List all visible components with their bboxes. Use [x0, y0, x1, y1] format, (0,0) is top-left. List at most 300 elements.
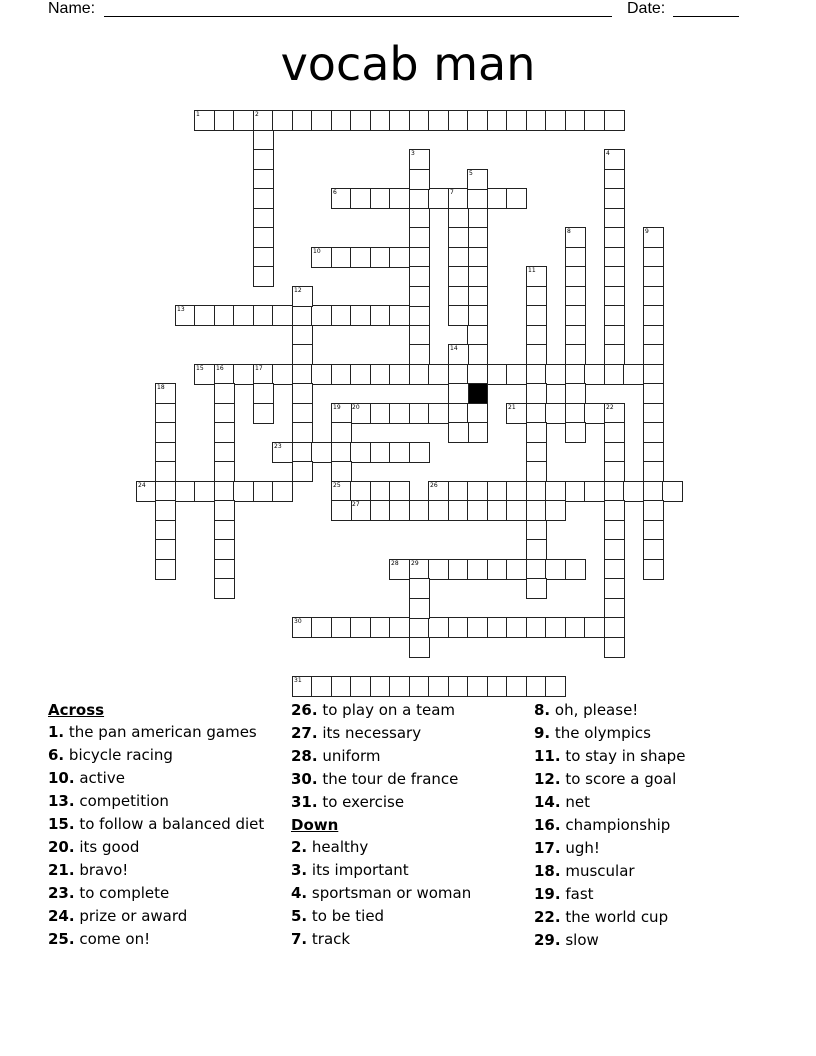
grid-cell[interactable]	[350, 110, 371, 131]
grid-cell[interactable]	[467, 559, 488, 580]
grid-cell[interactable]	[448, 364, 469, 385]
grid-cell[interactable]	[467, 403, 488, 424]
grid-cell[interactable]	[526, 325, 547, 346]
grid-cell[interactable]	[467, 208, 488, 229]
grid-cell[interactable]	[643, 364, 664, 385]
grid-cell[interactable]	[643, 344, 664, 365]
grid-cell[interactable]	[155, 559, 176, 580]
grid-cell[interactable]	[311, 305, 332, 326]
grid-cell[interactable]	[467, 422, 488, 443]
grid-cell[interactable]	[487, 364, 508, 385]
grid-cell[interactable]	[370, 305, 391, 326]
grid-cell[interactable]	[155, 461, 176, 482]
grid-cell[interactable]	[389, 500, 410, 521]
grid-cell[interactable]	[409, 110, 430, 131]
grid-cell[interactable]	[604, 149, 625, 170]
grid-cell[interactable]	[331, 461, 352, 482]
grid-cell[interactable]	[643, 539, 664, 560]
grid-cell[interactable]	[643, 305, 664, 326]
grid-cell[interactable]	[565, 559, 586, 580]
grid-cell[interactable]	[409, 266, 430, 287]
grid-cell[interactable]	[155, 539, 176, 560]
grid-cell[interactable]	[331, 247, 352, 268]
grid-cell[interactable]	[350, 617, 371, 638]
grid-cell[interactable]	[428, 110, 449, 131]
grid-cell[interactable]	[526, 442, 547, 463]
grid-cell[interactable]	[292, 676, 313, 697]
grid-cell[interactable]	[331, 481, 352, 502]
grid-cell[interactable]	[409, 500, 430, 521]
grid-cell[interactable]	[604, 305, 625, 326]
grid-cell[interactable]	[487, 559, 508, 580]
grid-cell[interactable]	[214, 403, 235, 424]
grid-cell[interactable]	[506, 481, 527, 502]
grid-cell[interactable]	[565, 403, 586, 424]
grid-cell[interactable]	[526, 266, 547, 287]
grid-cell[interactable]	[331, 676, 352, 697]
grid-cell[interactable]	[448, 500, 469, 521]
grid-cell[interactable]	[643, 325, 664, 346]
grid-cell[interactable]	[545, 481, 566, 502]
grid-cell[interactable]	[526, 578, 547, 599]
grid-cell[interactable]	[253, 403, 274, 424]
grid-cell[interactable]	[604, 286, 625, 307]
grid-cell[interactable]	[350, 481, 371, 502]
grid-cell[interactable]	[194, 364, 215, 385]
grid-cell[interactable]	[370, 481, 391, 502]
grid-cell[interactable]	[214, 559, 235, 580]
grid-cell[interactable]	[604, 364, 625, 385]
grid-cell[interactable]	[604, 461, 625, 482]
grid-cell[interactable]	[604, 266, 625, 287]
grid-cell[interactable]	[194, 110, 215, 131]
grid-cell[interactable]	[467, 266, 488, 287]
grid-cell[interactable]	[487, 617, 508, 638]
grid-cell[interactable]	[272, 305, 293, 326]
grid-cell[interactable]	[253, 247, 274, 268]
grid-cell[interactable]	[155, 383, 176, 404]
grid-cell[interactable]	[565, 383, 586, 404]
grid-cell[interactable]	[370, 403, 391, 424]
grid-cell[interactable]	[331, 403, 352, 424]
grid-cell[interactable]	[604, 578, 625, 599]
grid-cell[interactable]	[214, 481, 235, 502]
grid-cell[interactable]	[214, 461, 235, 482]
grid-cell[interactable]	[350, 676, 371, 697]
grid-cell[interactable]	[253, 130, 274, 151]
grid-cell[interactable]	[623, 364, 644, 385]
grid-cell[interactable]	[487, 481, 508, 502]
grid-cell[interactable]	[526, 403, 547, 424]
grid-cell[interactable]	[253, 169, 274, 190]
grid-cell[interactable]	[506, 110, 527, 131]
grid-cell[interactable]	[565, 481, 586, 502]
grid-cell[interactable]	[409, 637, 430, 658]
grid-cell[interactable]	[643, 227, 664, 248]
grid-cell[interactable]	[448, 110, 469, 131]
grid-cell[interactable]	[604, 344, 625, 365]
grid-cell[interactable]	[604, 442, 625, 463]
grid-cell[interactable]	[604, 325, 625, 346]
grid-cell[interactable]	[389, 247, 410, 268]
grid-cell[interactable]	[292, 422, 313, 443]
grid-cell[interactable]	[428, 500, 449, 521]
grid-cell[interactable]	[214, 442, 235, 463]
grid-cell[interactable]	[467, 169, 488, 190]
grid-cell[interactable]	[311, 442, 332, 463]
grid-cell[interactable]	[253, 188, 274, 209]
grid-cell[interactable]	[409, 559, 430, 580]
grid-cell[interactable]	[545, 403, 566, 424]
grid-cell[interactable]	[604, 169, 625, 190]
grid-cell[interactable]	[409, 617, 430, 638]
grid-cell[interactable]	[331, 110, 352, 131]
grid-cell[interactable]	[253, 208, 274, 229]
grid-cell[interactable]	[506, 403, 527, 424]
grid-cell[interactable]	[448, 188, 469, 209]
grid-cell[interactable]	[604, 227, 625, 248]
grid-cell[interactable]	[604, 637, 625, 658]
grid-cell[interactable]	[604, 598, 625, 619]
grid-cell[interactable]	[214, 383, 235, 404]
grid-cell[interactable]	[292, 325, 313, 346]
grid-cell[interactable]	[214, 539, 235, 560]
grid-cell[interactable]	[253, 305, 274, 326]
grid-cell[interactable]	[604, 539, 625, 560]
grid-cell[interactable]	[389, 617, 410, 638]
grid-cell[interactable]	[409, 598, 430, 619]
grid-cell[interactable]	[506, 676, 527, 697]
grid-cell[interactable]	[350, 247, 371, 268]
grid-cell[interactable]	[467, 325, 488, 346]
grid-cell[interactable]	[467, 481, 488, 502]
grid-cell[interactable]	[292, 383, 313, 404]
grid-cell[interactable]	[409, 149, 430, 170]
grid-cell[interactable]	[662, 481, 683, 502]
grid-cell[interactable]	[643, 559, 664, 580]
grid-cell[interactable]	[467, 364, 488, 385]
grid-cell[interactable]	[565, 266, 586, 287]
grid-cell[interactable]	[409, 442, 430, 463]
grid-cell[interactable]	[526, 520, 547, 541]
grid-cell[interactable]	[643, 266, 664, 287]
grid-cell[interactable]	[350, 403, 371, 424]
grid-cell[interactable]	[565, 286, 586, 307]
grid-cell[interactable]	[467, 110, 488, 131]
grid-cell[interactable]	[253, 364, 274, 385]
grid-cell[interactable]	[545, 559, 566, 580]
grid-cell[interactable]	[194, 305, 215, 326]
grid-cell[interactable]	[214, 422, 235, 443]
grid-cell[interactable]	[467, 617, 488, 638]
grid-cell[interactable]	[350, 305, 371, 326]
grid-cell[interactable]	[565, 344, 586, 365]
grid-cell[interactable]	[155, 422, 176, 443]
grid-cell[interactable]	[565, 227, 586, 248]
grid-cell[interactable]	[526, 481, 547, 502]
grid-cell[interactable]	[565, 110, 586, 131]
grid-cell[interactable]	[214, 364, 235, 385]
grid-cell[interactable]	[584, 617, 605, 638]
grid-cell[interactable]	[487, 110, 508, 131]
grid-cell[interactable]	[253, 266, 274, 287]
grid-cell[interactable]	[506, 559, 527, 580]
grid-cell[interactable]	[467, 247, 488, 268]
grid-cell[interactable]	[292, 442, 313, 463]
grid-cell[interactable]	[584, 364, 605, 385]
grid-cell[interactable]	[253, 110, 274, 131]
grid-cell[interactable]	[428, 188, 449, 209]
grid-cell[interactable]	[272, 110, 293, 131]
grid-cell[interactable]	[331, 364, 352, 385]
grid-cell[interactable]	[526, 676, 547, 697]
grid-cell[interactable]	[214, 578, 235, 599]
grid-cell[interactable]	[487, 500, 508, 521]
grid-cell[interactable]	[526, 383, 547, 404]
grid-cell[interactable]	[428, 559, 449, 580]
grid-cell[interactable]	[370, 364, 391, 385]
grid-cell[interactable]	[311, 247, 332, 268]
grid-cell[interactable]	[389, 559, 410, 580]
grid-cell[interactable]	[448, 208, 469, 229]
grid-cell[interactable]	[409, 169, 430, 190]
grid-cell[interactable]	[604, 110, 625, 131]
grid-cell[interactable]	[272, 364, 293, 385]
grid-cell[interactable]	[292, 110, 313, 131]
grid-cell[interactable]	[389, 364, 410, 385]
grid-cell[interactable]	[292, 344, 313, 365]
grid-cell[interactable]	[311, 617, 332, 638]
grid-cell[interactable]	[565, 247, 586, 268]
grid-cell[interactable]	[409, 403, 430, 424]
grid-cell[interactable]	[545, 617, 566, 638]
grid-cell[interactable]	[331, 500, 352, 521]
grid-cell[interactable]	[604, 500, 625, 521]
grid-cell[interactable]	[506, 617, 527, 638]
grid-cell[interactable]	[409, 227, 430, 248]
grid-cell[interactable]	[409, 364, 430, 385]
grid-cell[interactable]	[448, 266, 469, 287]
grid-cell[interactable]	[409, 247, 430, 268]
grid-cell[interactable]	[233, 364, 254, 385]
grid-cell[interactable]	[233, 110, 254, 131]
grid-cell[interactable]	[467, 344, 488, 365]
grid-cell[interactable]	[448, 403, 469, 424]
grid-cell[interactable]	[292, 403, 313, 424]
grid-cell[interactable]	[331, 422, 352, 443]
grid-cell[interactable]	[292, 364, 313, 385]
grid-cell[interactable]	[370, 500, 391, 521]
grid-cell[interactable]	[526, 617, 547, 638]
grid-cell[interactable]	[311, 364, 332, 385]
grid-cell[interactable]	[526, 110, 547, 131]
grid-cell[interactable]	[545, 364, 566, 385]
grid-cell[interactable]	[526, 559, 547, 580]
grid-cell[interactable]	[389, 305, 410, 326]
grid-cell[interactable]	[350, 364, 371, 385]
grid-cell[interactable]	[233, 305, 254, 326]
grid-cell[interactable]	[350, 188, 371, 209]
grid-cell[interactable]	[467, 188, 488, 209]
grid-cell[interactable]	[545, 110, 566, 131]
grid-cell[interactable]	[389, 188, 410, 209]
grid-cell[interactable]	[604, 481, 625, 502]
grid-cell[interactable]	[409, 578, 430, 599]
grid-cell[interactable]	[409, 344, 430, 365]
grid-cell[interactable]	[506, 500, 527, 521]
grid-cell[interactable]	[448, 617, 469, 638]
grid-cell[interactable]	[506, 188, 527, 209]
grid-cell[interactable]	[506, 364, 527, 385]
grid-cell[interactable]	[526, 344, 547, 365]
grid-cell[interactable]	[409, 188, 430, 209]
grid-cell[interactable]	[448, 227, 469, 248]
grid-cell[interactable]	[565, 364, 586, 385]
grid-cell[interactable]	[175, 305, 196, 326]
grid-cell[interactable]	[604, 247, 625, 268]
grid-cell[interactable]	[643, 383, 664, 404]
grid-cell[interactable]	[233, 481, 254, 502]
grid-cell[interactable]	[643, 442, 664, 463]
grid-cell[interactable]	[428, 481, 449, 502]
grid-cell[interactable]	[565, 617, 586, 638]
grid-cell[interactable]	[448, 344, 469, 365]
grid-cell[interactable]	[604, 422, 625, 443]
grid-cell[interactable]	[136, 481, 157, 502]
grid-cell[interactable]	[409, 208, 430, 229]
grid-cell[interactable]	[643, 422, 664, 443]
grid-cell[interactable]	[604, 208, 625, 229]
grid-cell[interactable]	[467, 305, 488, 326]
grid-cell[interactable]	[526, 422, 547, 443]
grid-cell[interactable]	[311, 676, 332, 697]
grid-cell[interactable]	[643, 461, 664, 482]
grid-cell[interactable]	[643, 286, 664, 307]
grid-cell[interactable]	[526, 286, 547, 307]
grid-cell[interactable]	[448, 422, 469, 443]
grid-cell[interactable]	[253, 149, 274, 170]
grid-cell[interactable]	[155, 481, 176, 502]
grid-cell[interactable]	[311, 110, 332, 131]
grid-cell[interactable]	[565, 325, 586, 346]
grid-cell[interactable]	[155, 403, 176, 424]
grid-cell[interactable]	[389, 676, 410, 697]
grid-cell[interactable]	[448, 481, 469, 502]
grid-cell[interactable]	[467, 500, 488, 521]
grid-cell[interactable]	[253, 227, 274, 248]
grid-cell[interactable]	[292, 305, 313, 326]
grid-cell[interactable]	[428, 617, 449, 638]
grid-cell[interactable]	[428, 676, 449, 697]
grid-cell[interactable]	[643, 247, 664, 268]
grid-cell[interactable]	[623, 481, 644, 502]
grid-cell[interactable]	[448, 559, 469, 580]
grid-cell[interactable]	[604, 520, 625, 541]
grid-cell[interactable]	[545, 500, 566, 521]
grid-cell[interactable]	[370, 676, 391, 697]
grid-cell[interactable]	[214, 110, 235, 131]
grid-cell[interactable]	[292, 286, 313, 307]
grid-cell[interactable]	[389, 442, 410, 463]
grid-cell[interactable]	[409, 305, 430, 326]
grid-cell[interactable]	[370, 247, 391, 268]
grid-cell[interactable]	[643, 520, 664, 541]
grid-cell[interactable]	[487, 188, 508, 209]
grid-cell[interactable]	[467, 676, 488, 697]
grid-cell[interactable]	[526, 461, 547, 482]
grid-cell[interactable]	[604, 559, 625, 580]
grid-cell[interactable]	[331, 305, 352, 326]
grid-cell[interactable]	[448, 305, 469, 326]
grid-cell[interactable]	[272, 442, 293, 463]
grid-cell[interactable]	[545, 676, 566, 697]
grid-cell[interactable]	[604, 617, 625, 638]
grid-cell[interactable]	[214, 520, 235, 541]
grid-cell[interactable]	[214, 305, 235, 326]
grid-cell[interactable]	[370, 442, 391, 463]
grid-cell[interactable]	[214, 500, 235, 521]
grid-cell[interactable]	[604, 403, 625, 424]
grid-cell[interactable]	[584, 110, 605, 131]
grid-cell[interactable]	[584, 481, 605, 502]
grid-cell[interactable]	[389, 481, 410, 502]
grid-cell[interactable]	[350, 500, 371, 521]
grid-cell[interactable]	[526, 305, 547, 326]
grid-cell[interactable]	[370, 188, 391, 209]
grid-cell[interactable]	[292, 617, 313, 638]
grid-cell[interactable]	[331, 188, 352, 209]
grid-cell[interactable]	[643, 403, 664, 424]
grid-cell[interactable]	[389, 110, 410, 131]
grid-cell[interactable]	[526, 500, 547, 521]
grid-cell[interactable]	[604, 188, 625, 209]
grid-cell[interactable]	[643, 500, 664, 521]
grid-cell[interactable]	[155, 520, 176, 541]
grid-cell[interactable]	[155, 442, 176, 463]
grid-cell[interactable]	[448, 676, 469, 697]
grid-cell[interactable]	[584, 403, 605, 424]
grid-cell[interactable]	[272, 481, 293, 502]
grid-cell[interactable]	[428, 364, 449, 385]
grid-cell[interactable]	[194, 481, 215, 502]
grid-cell[interactable]	[565, 422, 586, 443]
grid-cell[interactable]	[565, 305, 586, 326]
grid-cell[interactable]	[409, 676, 430, 697]
grid-cell[interactable]	[487, 676, 508, 697]
grid-cell[interactable]	[350, 442, 371, 463]
grid-cell[interactable]	[292, 461, 313, 482]
grid-cell[interactable]	[428, 403, 449, 424]
grid-cell[interactable]	[467, 227, 488, 248]
grid-cell[interactable]	[643, 481, 664, 502]
grid-cell[interactable]	[370, 110, 391, 131]
grid-cell[interactable]	[331, 617, 352, 638]
grid-cell[interactable]	[409, 286, 430, 307]
grid-cell[interactable]	[155, 500, 176, 521]
grid-cell[interactable]	[448, 383, 469, 404]
grid-cell[interactable]	[370, 617, 391, 638]
grid-cell[interactable]	[467, 286, 488, 307]
grid-cell[interactable]	[448, 247, 469, 268]
grid-cell[interactable]	[409, 325, 430, 346]
grid-cell[interactable]	[175, 481, 196, 502]
grid-cell[interactable]	[526, 364, 547, 385]
grid-cell[interactable]	[253, 481, 274, 502]
grid-cell[interactable]	[448, 286, 469, 307]
grid-cell[interactable]	[331, 442, 352, 463]
grid-cell[interactable]	[389, 403, 410, 424]
grid-cell[interactable]	[526, 539, 547, 560]
